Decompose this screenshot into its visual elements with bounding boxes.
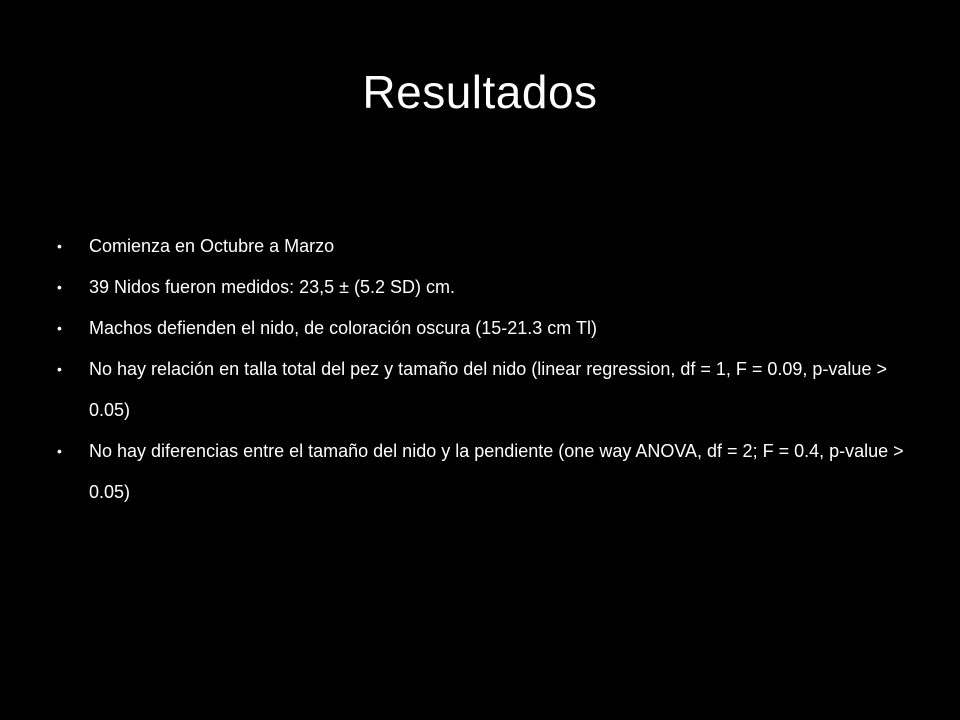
list-item: [57, 349, 907, 431]
bullet-text: Comienza en Octubre a Marzo: [89, 236, 335, 256]
bullet-list: [57, 226, 907, 513]
list-item: [57, 431, 907, 513]
bullet-text: Machos defienden el nido, de coloración oscura (15-21.3 cm Tl): [89, 318, 597, 338]
bullet-icon: •: [57, 279, 62, 295]
bullet-icon: •: [57, 320, 62, 336]
bullet-text: No hay relación en talla total del pez y tamaño del nido (linear regression, df = 1, F = 0.09, p-value > 0.05): [89, 359, 887, 420]
slide-title: Resultados: [362, 66, 598, 118]
bullet-icon: •: [57, 238, 62, 254]
bullet-text: No hay diferencias entre el tamaño del nido y la pendiente (one way ANOVA, df = 2; F = 0.4, p-value > 0.05): [89, 441, 904, 502]
list-item: [57, 267, 907, 308]
list-item: [57, 308, 907, 349]
bullet-text: 39 Nidos fueron medidos: 23,5 ± (5.2 SD) cm.: [89, 277, 456, 297]
list-item: [57, 226, 907, 267]
bullet-icon: •: [57, 361, 62, 377]
bullet-icon: •: [57, 443, 62, 459]
